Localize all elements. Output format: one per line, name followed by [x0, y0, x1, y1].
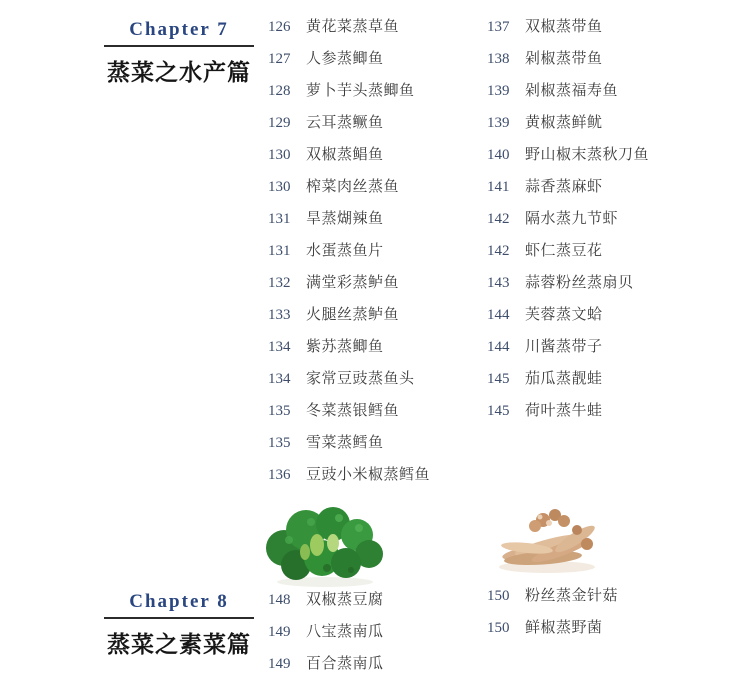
- dish-title: 荷叶蒸牛蛙: [525, 402, 603, 419]
- dish-title: 川酱蒸带子: [525, 338, 603, 355]
- dish-title: 八宝蒸南瓜: [306, 623, 384, 640]
- dish-title: 芙蓉蒸文蛤: [525, 306, 603, 323]
- toc-entry: [487, 241, 649, 261]
- dish-title: 百合蒸南瓜: [306, 655, 384, 672]
- page-number: 129: [268, 115, 291, 131]
- toc-entry: [487, 586, 618, 606]
- toc-entry: [268, 177, 430, 197]
- dish-title: 茄瓜蒸靓蛙: [525, 370, 603, 387]
- page-number: 150: [487, 588, 510, 604]
- toc-entry: [268, 622, 384, 642]
- page-number: 148: [268, 592, 291, 608]
- dish-title: 云耳蒸鳜鱼: [306, 114, 384, 131]
- chapter8-header: [104, 591, 254, 659]
- toc-entry: [268, 654, 384, 674]
- dish-title: 旱蒸煳辣鱼: [306, 210, 384, 227]
- chapter7-header: [104, 19, 254, 87]
- dish-title: 虾仁蒸豆花: [525, 242, 603, 259]
- toc-entry: [487, 305, 649, 325]
- dish-title: 豆豉小米椒蒸鳕鱼: [306, 466, 431, 483]
- toc-entry: [487, 49, 649, 69]
- dish-title: 萝卜芋头蒸鲫鱼: [306, 82, 415, 99]
- page-number: 139: [487, 115, 510, 131]
- dish-title: 蒜香蒸麻虾: [525, 178, 603, 195]
- page-number: 144: [487, 339, 510, 355]
- dish-title: 粉丝蒸金针菇: [525, 587, 619, 604]
- toc-entry: [268, 305, 430, 325]
- chapter7-label: Chapter 7: [104, 19, 254, 47]
- toc-entry: [487, 81, 649, 101]
- page-number: 133: [268, 307, 291, 323]
- toc-entry: [268, 17, 430, 37]
- dish-title: 隔水蒸九节虾: [525, 210, 619, 227]
- toc-entry: [487, 145, 649, 165]
- page-number: 145: [487, 371, 510, 387]
- toc-entry: [487, 209, 649, 229]
- toc-entry: [268, 401, 430, 421]
- page-number: 128: [268, 83, 291, 99]
- toc-entry: [268, 465, 430, 485]
- page-number: 134: [268, 339, 291, 355]
- page-number: 142: [487, 243, 510, 259]
- page-number: 145: [487, 403, 510, 419]
- page-number: 142: [487, 211, 510, 227]
- chapter8-column-2: [487, 586, 618, 650]
- chapter7-column-1: [268, 17, 430, 497]
- chapter8-title: 蒸菜之素菜篇: [107, 631, 251, 657]
- page-number: 135: [268, 435, 291, 451]
- toc-entry: [487, 113, 649, 133]
- dish-title: 雪菜蒸鳕鱼: [306, 434, 384, 451]
- toc-entry: [268, 369, 430, 389]
- page-number: 137: [487, 19, 510, 35]
- page-number: 126: [268, 19, 291, 35]
- dish-title: 火腿丝蒸鲈鱼: [306, 306, 400, 323]
- page-number: 134: [268, 371, 291, 387]
- dish-title: 榨菜肉丝蒸鱼: [306, 178, 400, 195]
- mushroom-photo: [483, 492, 617, 580]
- page-number: 144: [487, 307, 510, 323]
- page-number: 149: [268, 624, 291, 640]
- dish-title: 黄椒蒸鲜鱿: [525, 114, 603, 131]
- page-number: 138: [487, 51, 510, 67]
- dish-title: 剁椒蒸带鱼: [525, 50, 603, 67]
- dish-title: 双椒蒸鲳鱼: [306, 146, 384, 163]
- toc-entry: [268, 273, 430, 293]
- chapter7-title: 蒸菜之水产篇: [107, 59, 251, 85]
- page-number: 132: [268, 275, 291, 291]
- toc-entry: [487, 401, 649, 421]
- toc-entry: [268, 433, 430, 453]
- dish-title: 鲜椒蒸野菌: [525, 619, 603, 636]
- dish-title: 双椒蒸豆腐: [306, 591, 384, 608]
- dish-title: 黄花菜蒸草鱼: [306, 18, 400, 35]
- toc-entry: [268, 590, 384, 610]
- toc-entry: [268, 209, 430, 229]
- dish-title: 紫苏蒸鲫鱼: [306, 338, 384, 355]
- dish-title: 冬菜蒸银鳕鱼: [306, 402, 400, 419]
- page-number: 143: [487, 275, 510, 291]
- broccoli-photo: [259, 498, 392, 589]
- chapter8-label: Chapter 8: [104, 591, 254, 619]
- dish-title: 满堂彩蒸鲈鱼: [306, 274, 400, 291]
- toc-entry: [487, 369, 649, 389]
- page-number: 135: [268, 403, 291, 419]
- dish-title: 野山椒末蒸秋刀鱼: [525, 146, 650, 163]
- dish-title: 剁椒蒸福寿鱼: [525, 82, 619, 99]
- toc-entry: [487, 273, 649, 293]
- dish-title: 人参蒸鲫鱼: [306, 50, 384, 67]
- toc-entry: [268, 241, 430, 261]
- page-number: 131: [268, 211, 291, 227]
- toc-entry: [487, 177, 649, 197]
- toc-entry: [487, 17, 649, 37]
- page-number: 141: [487, 179, 510, 195]
- page-number: 130: [268, 179, 291, 195]
- toc-entry: [268, 113, 430, 133]
- page-number: 140: [487, 147, 510, 163]
- page-number: 150: [487, 620, 510, 636]
- chapter8-column-1: [268, 590, 384, 686]
- dish-title: 蒜蓉粉丝蒸扇贝: [525, 274, 634, 291]
- page-number: 127: [268, 51, 291, 67]
- page-number: 131: [268, 243, 291, 259]
- chapter7-column-2: [487, 17, 649, 433]
- toc-entry: [268, 337, 430, 357]
- page-number: 130: [268, 147, 291, 163]
- dish-title: 双椒蒸带鱼: [525, 18, 603, 35]
- toc-entry: [487, 337, 649, 357]
- page-number: 136: [268, 467, 291, 483]
- page-number: 139: [487, 83, 510, 99]
- toc-entry: [487, 618, 618, 638]
- toc-entry: [268, 49, 430, 69]
- dish-title: 家常豆豉蒸鱼头: [306, 370, 415, 387]
- dish-title: 水蛋蒸鱼片: [306, 242, 384, 259]
- toc-entry: [268, 81, 430, 101]
- page-number: 149: [268, 656, 291, 672]
- toc-entry: [268, 145, 430, 165]
